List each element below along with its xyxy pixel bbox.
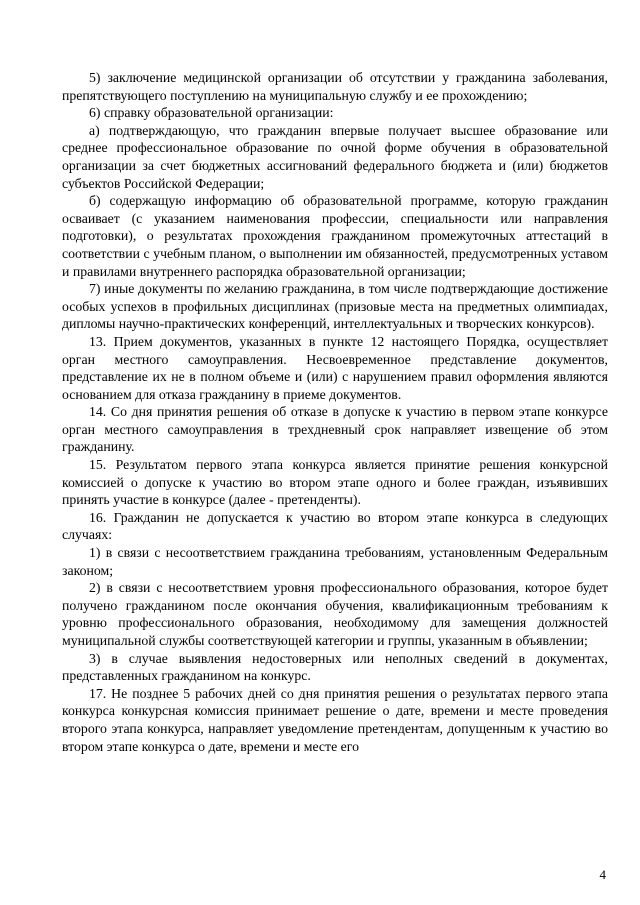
- paragraph-clause-16-item-1: 1) в связи с несоответствием гражданина требованиям, установленным Федеральным законом;: [62, 545, 608, 578]
- paragraph-clause-15: 15. Результатом первого этапа конкурса является принятие решения конкурсной комиссией о допуске к участию во втором этапе одного и более граждан, изъявивших принять участие в конкурсе (далее - претенденты).: [62, 457, 608, 508]
- paragraph-clause-13: 13. Прием документов, указанных в пункте 12 настоящего Порядка, осуществляет орган местного самоуправления. Несвоевременное представление документов, представление их не в полном объеме и (или) с нарушением правил оформления являются основанием для отказа гражданину в приеме документов.: [62, 333, 608, 402]
- paragraph-clause-14: 14. Со дня принятия решения об отказе в допуске к участию в первом этапе конкурсе орган местного самоуправления в трехдневный срок направляет извещение об этом гражданину.: [62, 404, 608, 455]
- paragraph-clause-16-item-2: 2) в связи с несоответствием уровня профессионального образования, которое будет получено гражданином после окончания обучения, квалификационным требованиям к уровню профессионального образования, необходимому для замещения должностей муниципальной службы соответствующей категории и группы, указанным в объявлении;: [62, 580, 608, 648]
- paragraph-item-7: 7) иные документы по желанию гражданина, в том числе подтверждающие достижение особых успехов в профильных дисциплинах (призовые места на предметных олимпиадах, дипломы научно-практических конференций, интеллектуальных и творческих конкурсов).: [62, 281, 608, 332]
- paragraph-clause-16: 16. Гражданин не допускается к участию во втором этапе конкурса в следующих случаях:: [62, 509, 608, 543]
- paragraph-subitem-a: а) подтверждающую, что гражданин впервые получает высшее образование или среднее профессиональное образование по очной форме обучения в образовательной организации за счет бюджетных ассигнований федерального бюджета и (или) бюджетов субъектов Российской Федерации;: [62, 122, 608, 191]
- paragraph-clause-17: 17. Не позднее 5 рабочих дней со дня принятия решения о результатах первого этапа конкурса конкурсная комиссия принимает решение о дате, времени и месте проведения второго этапа конкурса, направляет уведомление претендентам, допущенным к участию во втором этапе конкурса о дате, времени и месте его: [62, 685, 608, 754]
- document-body: [62, 69, 608, 755]
- paragraph-item-5: 5) заключение медицинской организации об отсутствии у гражданина заболевания, препятствующего поступлению на муниципальную службу и ее прохождению;: [62, 70, 608, 103]
- paragraph-item-6: 6) справку образовательной организации:: [89, 105, 334, 121]
- paragraph-subitem-b: б) содержащую информацию об образовательной программе, которую гражданин осваивает (с указанием наименования профессии, специальности или направления подготовки), о результатах прохождения гражданином промежуточных аттестаций в соответствии с учебным планом, о выполнении им обязанностей, предусмотренных уставом и правилами внутреннего распорядка образовательной организации;: [62, 193, 608, 279]
- page-number: 4: [599, 867, 606, 882]
- paragraph-clause-16-item-3: 3) в случае выявления недостоверных или неполных сведений в документах, представленных гражданином на конкурс.: [62, 650, 608, 684]
